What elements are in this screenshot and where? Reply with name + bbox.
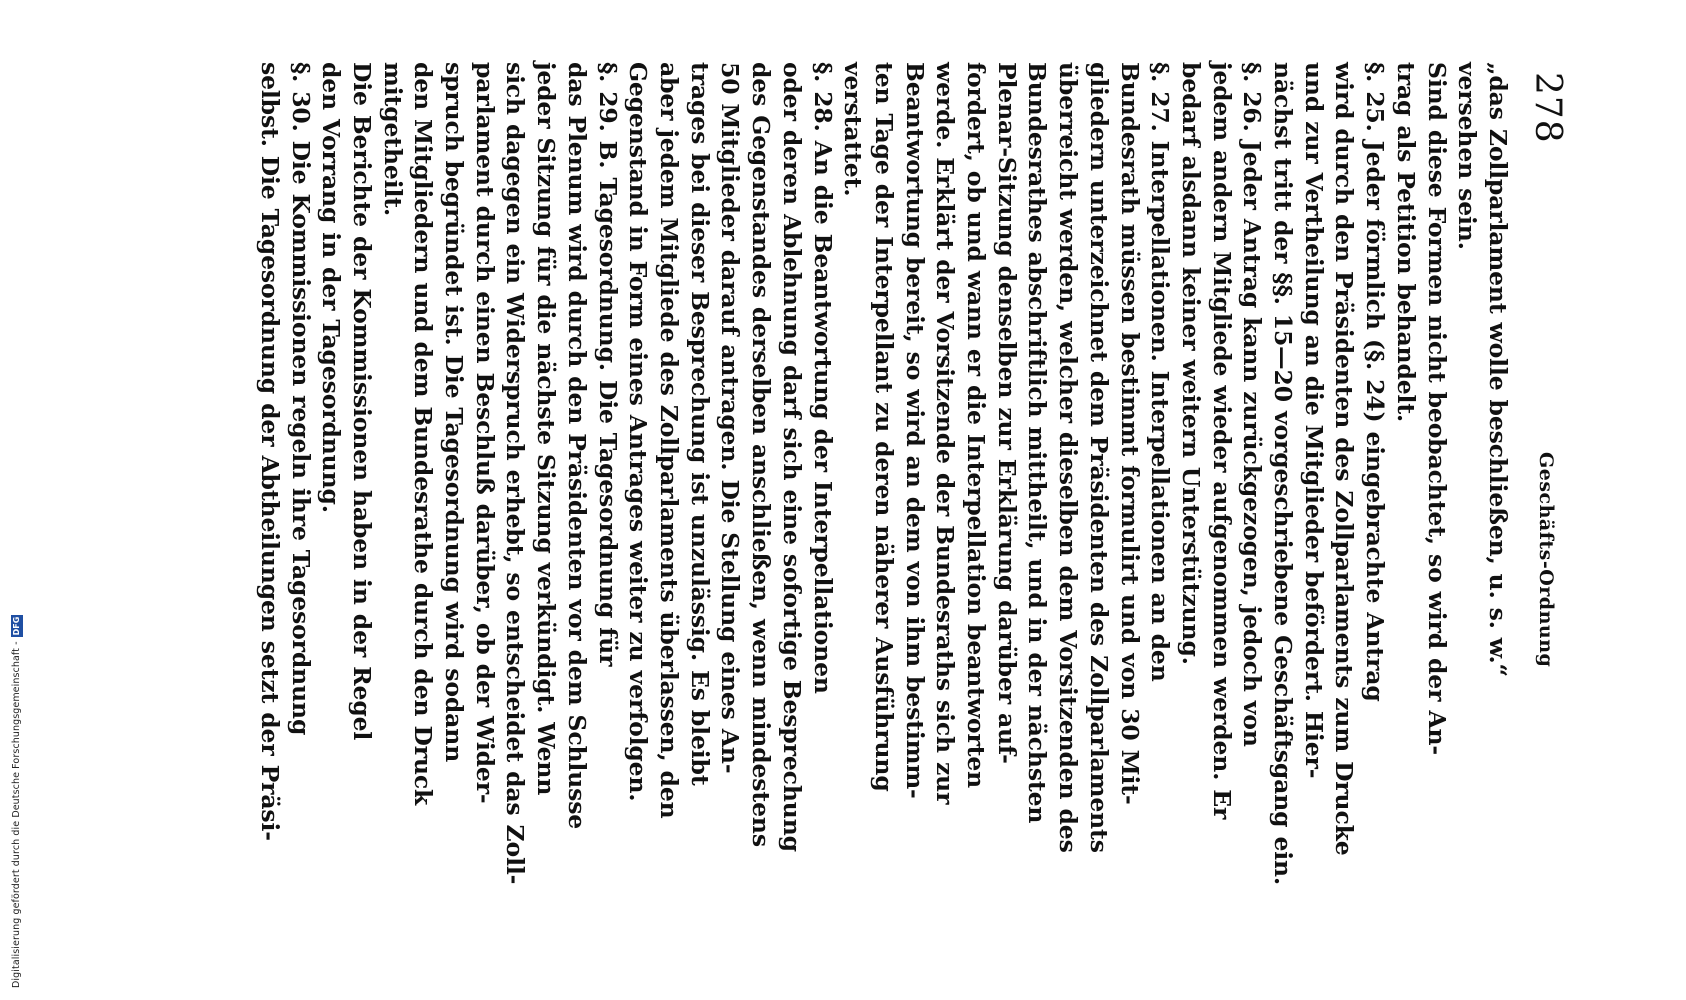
text-line: selbst. Die Tagesordnung der Abtheilungen setzt der Präsi- (255, 62, 284, 841)
text-line: überreicht werden, welcher dieselben dem Vorsitzenden des (1054, 62, 1083, 853)
text-line: parlament durch einen Beschluß darüber, ob der Wider- (470, 62, 499, 804)
text-line: fordert, ob und wann er die Interpellation beantworten (962, 62, 991, 789)
text-line: „das Zollparlament wolle beschließen, u. s. w.“ (1484, 62, 1512, 677)
text-line: jeder Sitzung für die nächste Sitzung verkündigt. Wenn (532, 62, 561, 796)
text-line: Sind diese Formen nicht beobachtet, so wird der An- (1422, 62, 1451, 755)
text-line: gliedern unterzeichnet dem Präsidenten des Zollparlaments (1084, 62, 1113, 853)
text-line: Bundesrathes abschriftlich mittheilt, und in der nächsten (1023, 62, 1052, 824)
running-head: Geschäfts-Ordnung (1535, 452, 1557, 668)
text-line: §. 25. Jeder förmlich (§. 24) eingebrachte Antrag (1361, 62, 1390, 702)
text-line: wird durch den Präsidenten des Zollparlaments zum Drucke (1330, 62, 1359, 856)
text-line: nächst tritt der §§. 15—20 vorgeschriebene Geschäftsgang ein. (1269, 62, 1298, 886)
credit-text: Digitalisierung gefördert durch die Deutsche Forschungsgemeinschaft - (11, 641, 22, 988)
text-line: das Plenum wird durch den Präsidenten vor dem Schlusse (562, 62, 591, 830)
text-line: Die Berichte der Kommissionen haben in der Regel (347, 62, 376, 741)
text-line: trag als Petition behandelt. (1391, 62, 1420, 423)
text-line: oder deren Ablehnung darf sich eine sofortige Besprechung (777, 62, 806, 852)
text-line: Gegenstand in Form eines Antrages weiter zu verfolgen. (624, 62, 653, 802)
dfg-logo: DFG (12, 616, 21, 636)
scanned-page (195, 62, 1575, 962)
text-line: §. 27. Interpellationen. Interpellationen an den (1146, 62, 1175, 682)
page-header (1513, 62, 1575, 962)
text-line: und zur Vertheilung an die Mitglieder befördert. Hier- (1299, 62, 1328, 779)
text-line: versehen sein. (1453, 62, 1482, 250)
text-line: mitgetheilt. (378, 62, 407, 217)
text-line: bedarf alsdann keiner weitern Unterstützung. (1176, 62, 1205, 665)
digitization-credit (0, 0, 22, 1000)
text-line: werde. Erklärt der Vorsitzende der Bundesraths sich zur (931, 62, 960, 805)
text-line: verstattet. (839, 62, 868, 197)
text-line: §. 28. An die Beantwortung der Interpellationen (808, 62, 837, 694)
text-line: den Vorrang in der Tagesordnung. (317, 62, 346, 513)
text-line: trages bei dieser Besprechung ist unzulässig. Es bleibt (685, 62, 714, 786)
page-number: 278 (1527, 72, 1568, 144)
text-line: §. 30. Die Kommissionen regeln ihre Tagesordnung (286, 62, 315, 736)
text-line: §. 29. B. Tagesordnung. Die Tagesordnung für (593, 62, 622, 667)
text-line: jedem andern Mitgliede wieder aufgenommen werden. Er (1207, 62, 1236, 820)
text-line: Plenar-Sitzung denselben zur Erklärung darüber auf- (992, 62, 1021, 764)
text-line: spruch begründet ist. Die Tagesordnung wird sodann (440, 62, 469, 763)
text-line: Beantwortung bereit, so wird an dem von ihm bestimm- (900, 62, 929, 799)
text-line: den Mitgliedern und dem Bundesrathe durch den Druck (409, 62, 438, 806)
text-line: 50 Mitglieder darauf antragen. Die Stellung eines An- (716, 62, 745, 774)
text-line: aber jedem Mitgliede des Zollparlaments überlassen, den (655, 62, 684, 819)
text-line: des Gegenstandes derselben anschließen, wenn mindestens (747, 62, 776, 847)
page-body (254, 62, 1513, 962)
text-line: Bundesrath müssen bestimmt formulirt und von 30 Mit- (1115, 62, 1144, 805)
text-line: ten Tage der Interpellant zu deren näherer Ausführung (869, 62, 898, 792)
text-line: sich dagegen ein Widerspruch erhebt, so entscheidet das Zoll- (501, 62, 530, 885)
text-line: §. 26. Jeder Antrag kann zurückgezogen, jedoch von (1238, 62, 1267, 747)
